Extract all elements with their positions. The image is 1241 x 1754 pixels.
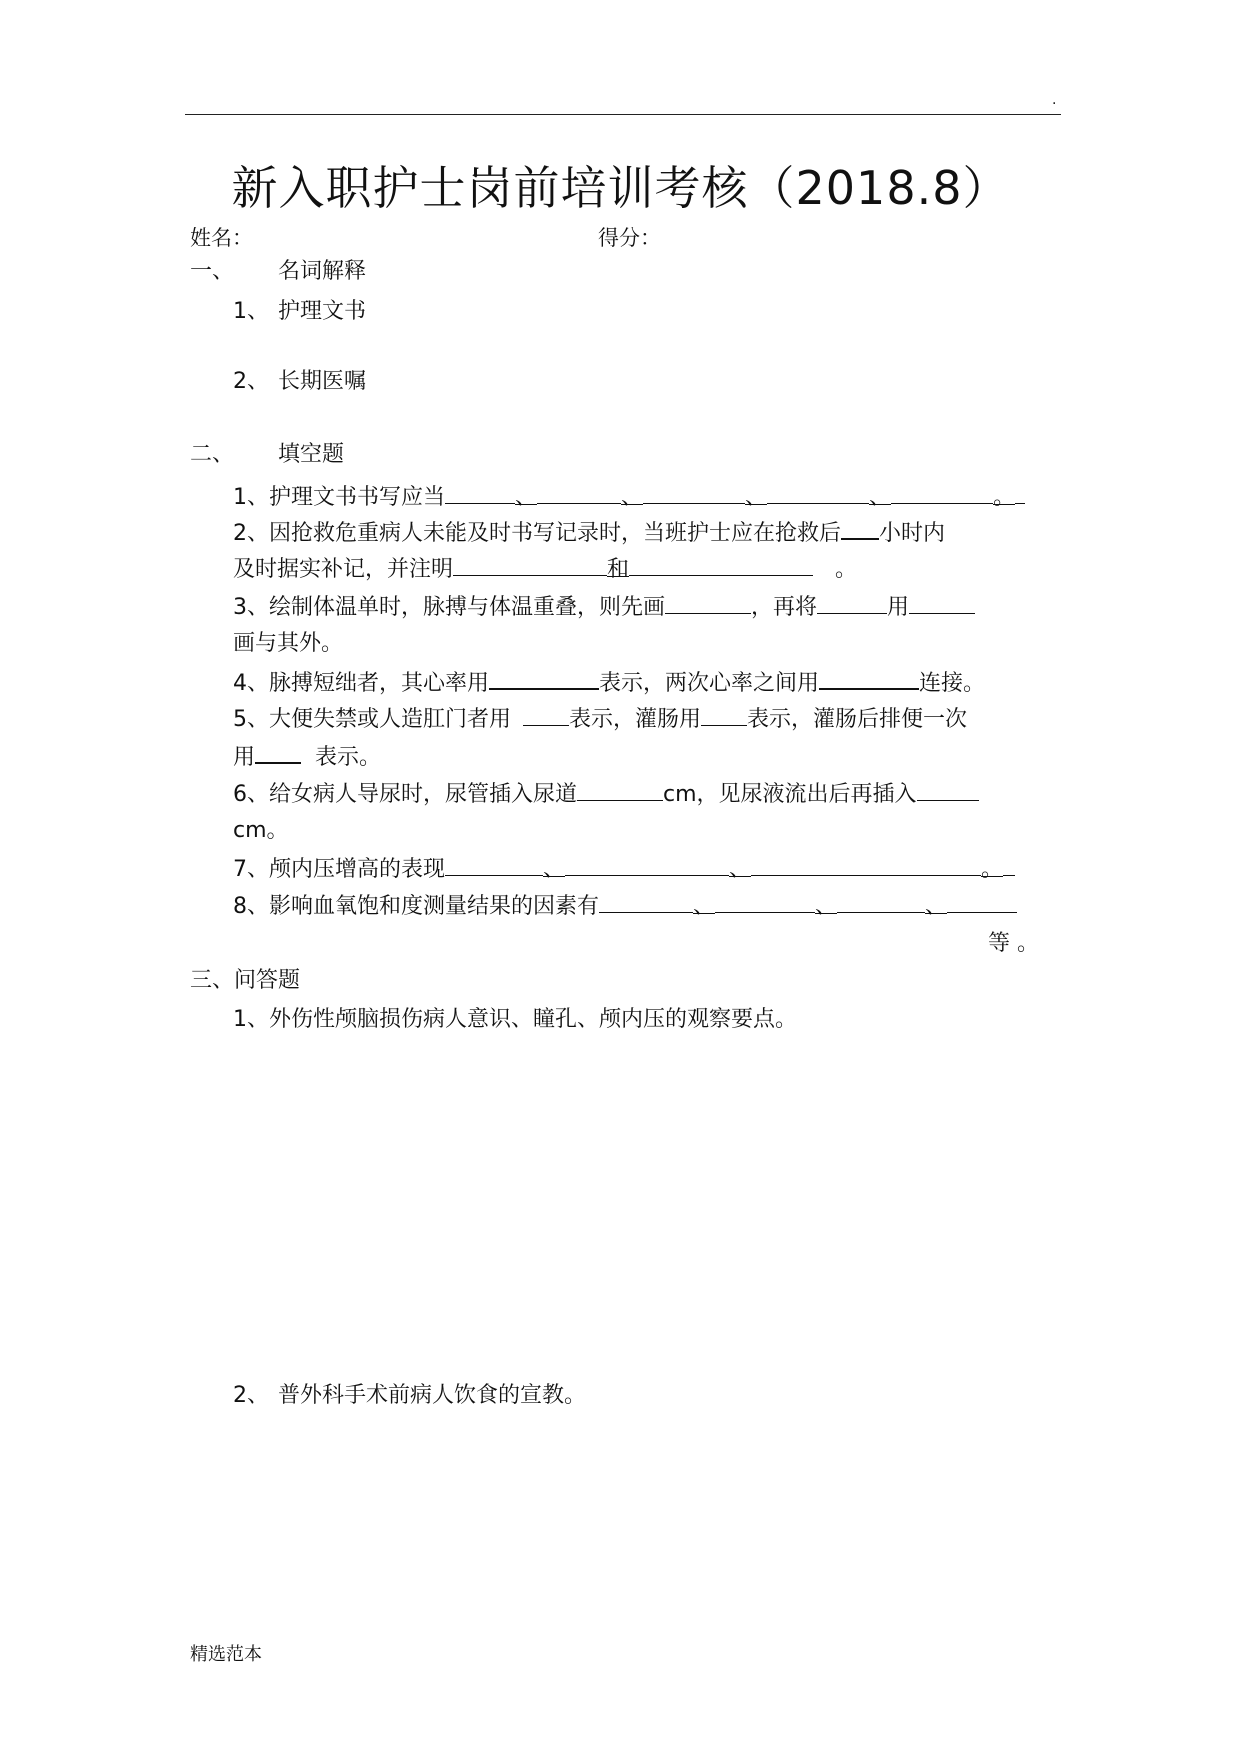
question-5-line-1: 5、大便失禁或人造肛门者用 表示，灌肠用 表示，灌肠后排便一次 bbox=[233, 701, 967, 733]
blank[interactable] bbox=[489, 664, 599, 690]
section3-item-2-number: 2、 bbox=[233, 1383, 269, 1408]
blank[interactable] bbox=[665, 589, 751, 614]
blank[interactable] bbox=[751, 851, 981, 876]
blank[interactable] bbox=[599, 888, 693, 913]
blank[interactable] bbox=[715, 888, 815, 913]
question-6-line-2: cm。 bbox=[233, 818, 289, 843]
blank[interactable] bbox=[577, 776, 663, 801]
blank[interactable] bbox=[891, 479, 993, 504]
blank[interactable] bbox=[255, 738, 301, 764]
section1-item-2: 长期医嘱 bbox=[278, 369, 367, 394]
section1-number: 一、 bbox=[190, 259, 235, 284]
blank[interactable] bbox=[917, 776, 979, 801]
question-3-line-2: 画与其外。 bbox=[233, 631, 344, 656]
blank[interactable] bbox=[817, 589, 887, 614]
section1-item-1: 护理文书 bbox=[278, 299, 367, 324]
blank[interactable] bbox=[819, 664, 919, 690]
page-title: 新入职护士岗前培训考核（2018.8） bbox=[231, 161, 1010, 215]
blank[interactable] bbox=[565, 851, 729, 876]
question-5-line-2: 用 表示。 bbox=[233, 738, 381, 771]
blank[interactable] bbox=[701, 701, 747, 726]
header-dot: . bbox=[1052, 92, 1057, 108]
question-2-line-1: 2、因抢救危重病人未能及时书写记录时，当班护士应在抢救后 小时内 bbox=[233, 514, 945, 547]
section3-item-1: 1、外伤性颅脑损伤病人意识、瞳孔、颅内压的观察要点。 bbox=[233, 1007, 797, 1032]
section3-heading: 三、问答题 bbox=[190, 968, 301, 993]
question-8-ending: 等 。 bbox=[988, 931, 1039, 956]
blank[interactable] bbox=[445, 851, 543, 876]
section1-item-1-number: 1、 bbox=[233, 299, 269, 324]
header-rule bbox=[185, 114, 1061, 115]
blank[interactable] bbox=[947, 888, 1017, 913]
question-3-line-1: 3、绘制体温单时，脉搏与体温重叠，则先画 ，再将 用 bbox=[233, 589, 975, 621]
blank[interactable] bbox=[643, 479, 745, 504]
score-label: 得分： bbox=[598, 226, 661, 250]
section1-item-2-number: 2、 bbox=[233, 369, 269, 394]
blank[interactable] bbox=[453, 551, 607, 576]
footer-text: 精选范本 bbox=[190, 1644, 262, 1665]
blank[interactable] bbox=[837, 888, 925, 913]
blank[interactable] bbox=[909, 589, 975, 614]
section3-item-2: 普外科手术前病人饮食的宣教。 bbox=[278, 1383, 587, 1408]
question-2-line-2: 及时据实补记，并注明 和 。 bbox=[233, 551, 857, 583]
question-4: 4、脉搏短绌者，其心率用 表示，两次心率之间用 连接。 bbox=[233, 664, 985, 697]
section2-number: 二、 bbox=[190, 442, 235, 467]
blank[interactable] bbox=[841, 514, 879, 540]
question-1: 1、护理文书书写应当 、 、 、 、 。 bbox=[233, 479, 1025, 511]
question-8: 8、影响血氧饱和度测量结果的因素有 、 、 、 bbox=[233, 888, 1017, 920]
blank[interactable] bbox=[629, 551, 813, 576]
blank[interactable] bbox=[523, 701, 569, 726]
name-label: 姓名： bbox=[190, 226, 253, 250]
section2-heading: 填空题 bbox=[278, 442, 345, 467]
question-6-line-1: 6、给女病人导尿时，尿管插入尿道 cm，见尿液流出后再插入 bbox=[233, 776, 979, 808]
section1-heading: 名词解释 bbox=[278, 259, 367, 284]
blank[interactable] bbox=[537, 479, 621, 504]
question-7: 7、颅内压增高的表现 、 、 。 bbox=[233, 851, 1015, 883]
blank[interactable] bbox=[445, 479, 515, 504]
blank[interactable] bbox=[767, 479, 869, 504]
